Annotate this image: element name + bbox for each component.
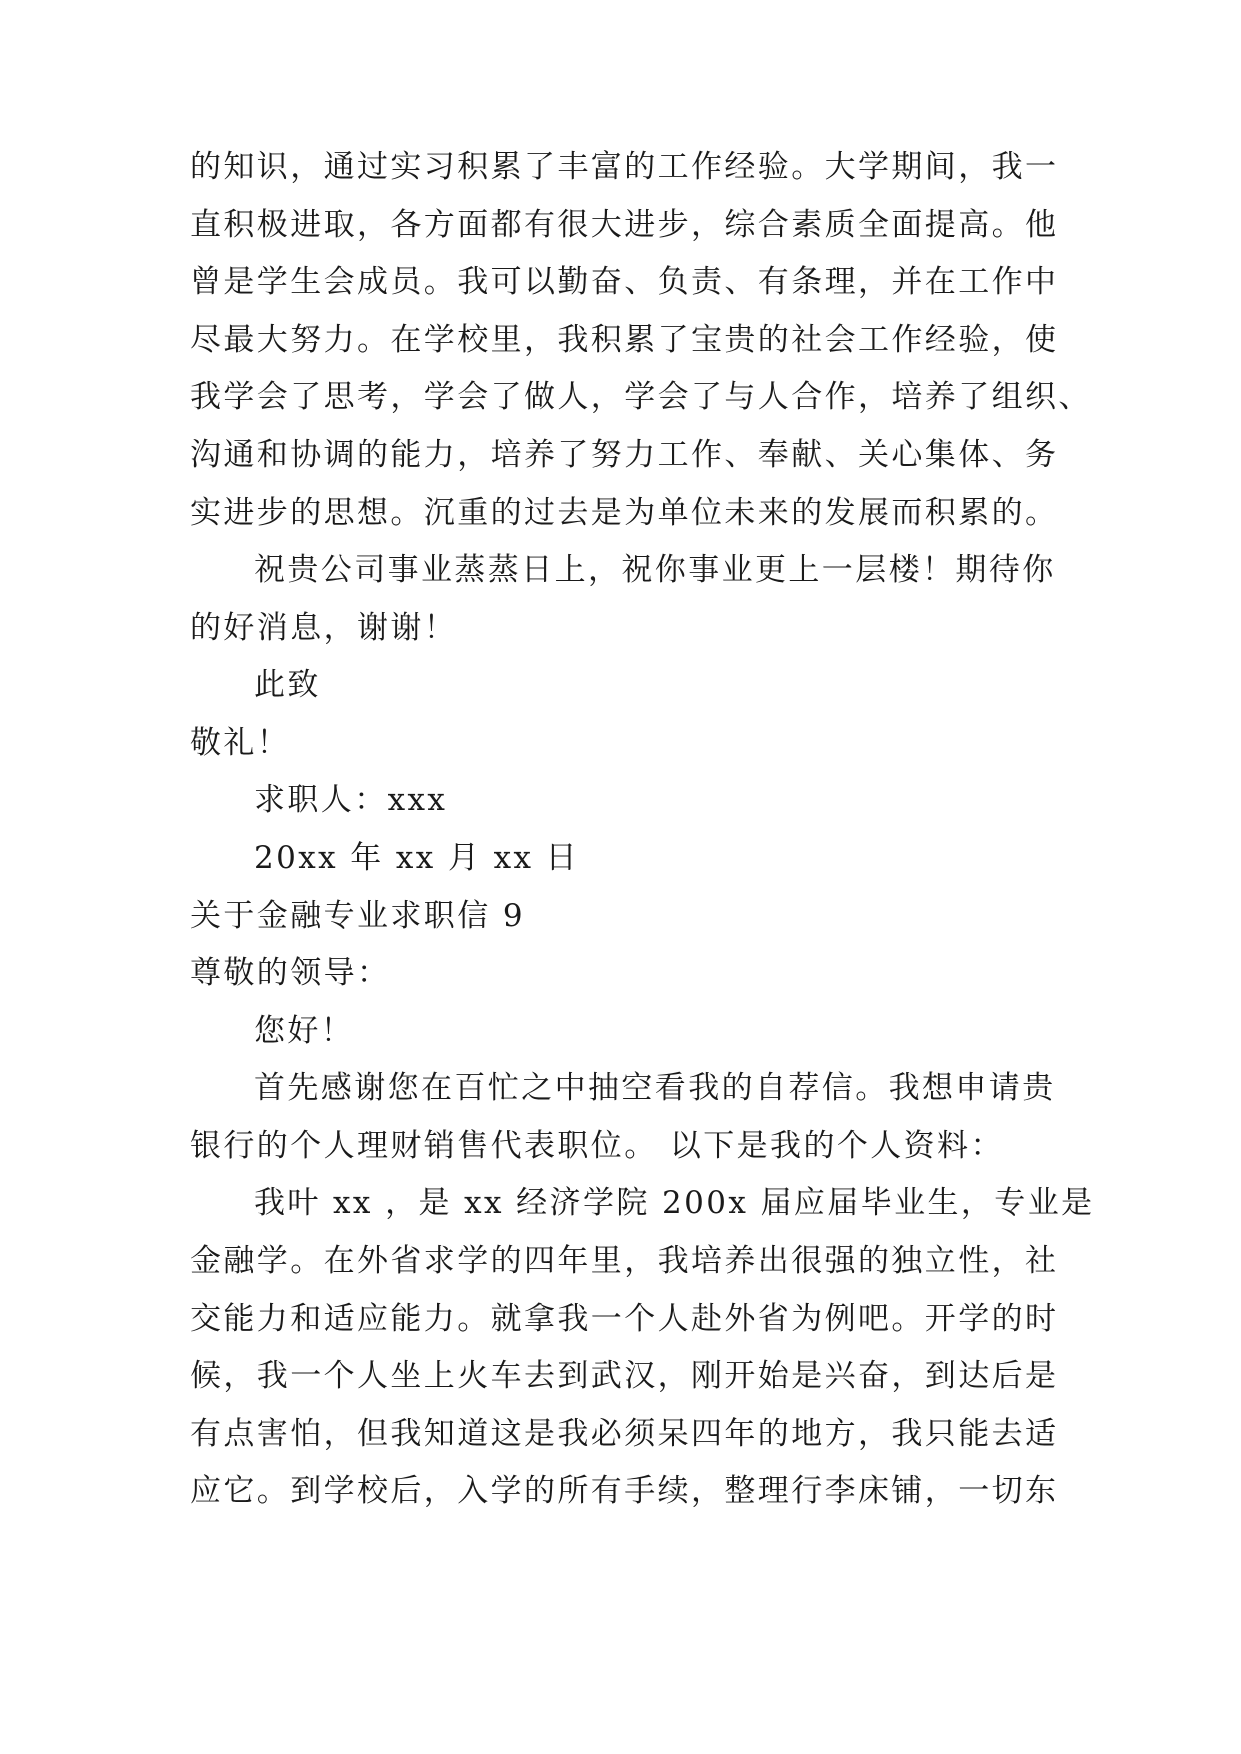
closing-regards: 敬礼！ bbox=[190, 725, 291, 761]
text-line: 的知识，通过实习积累了丰富的工作经验。大学期间，我一 bbox=[190, 149, 1059, 185]
greeting-hello: 您好！ bbox=[254, 1013, 355, 1049]
section-title: 关于金融专业求职信 9 bbox=[190, 898, 525, 934]
closing-salutation: 此致 bbox=[254, 667, 321, 703]
text-line: 金融学。在外省求学的四年里，我培养出很强的独立性，社 bbox=[190, 1243, 1059, 1279]
text-line: 沟通和协调的能力，培养了努力工作、奉献、关心集体、务 bbox=[190, 437, 1059, 473]
text-line: 实进步的思想。沉重的过去是为单位未来的发展而积累的。 bbox=[190, 495, 1059, 531]
text-line: 银行的个人理财销售代表职位。 以下是我的个人资料： bbox=[190, 1128, 1004, 1164]
text-line: 交能力和适应能力。就拿我一个人赴外省为例吧。开学的时 bbox=[190, 1301, 1059, 1337]
text-line: 曾是学生会成员。我可以勤奋、负责、有条理，并在工作中 bbox=[190, 264, 1059, 300]
text-line: 我学会了思考，学会了做人，学会了与人合作，培养了组织、 bbox=[190, 379, 1092, 415]
paragraph-first-line: 祝贵公司事业蒸蒸日上，祝你事业更上一层楼！期待你 bbox=[254, 552, 1056, 588]
text-line: 有点害怕，但我知道这是我必须呆四年的地方，我只能去适 bbox=[190, 1416, 1059, 1452]
paragraph-first-line: 首先感谢您在百忙之中抽空看我的自荐信。我想申请贵 bbox=[254, 1070, 1056, 1106]
paragraph-first-line: 我叶 xx ，是 xx 经济学院 200x 届应届毕业生，专业是 bbox=[254, 1185, 1095, 1221]
text-line: 应它。到学校后，入学的所有手续，整理行李床铺，一切东 bbox=[190, 1473, 1059, 1509]
signature-date: 20xx 年 xx 月 xx 日 bbox=[254, 840, 580, 876]
text-line: 尽最大努力。在学校里，我积累了宝贵的社会工作经验，使 bbox=[190, 322, 1059, 358]
signature-applicant: 求职人：xxx bbox=[254, 782, 448, 818]
text-line: 直积极进取，各方面都有很大进步，综合素质全面提高。他 bbox=[190, 207, 1059, 243]
greeting-addressee: 尊敬的领导： bbox=[190, 955, 391, 991]
text-line: 候，我一个人坐上火车去到武汉，刚开始是兴奋，到达后是 bbox=[190, 1358, 1059, 1394]
text-line: 的好消息，谢谢！ bbox=[190, 610, 458, 646]
